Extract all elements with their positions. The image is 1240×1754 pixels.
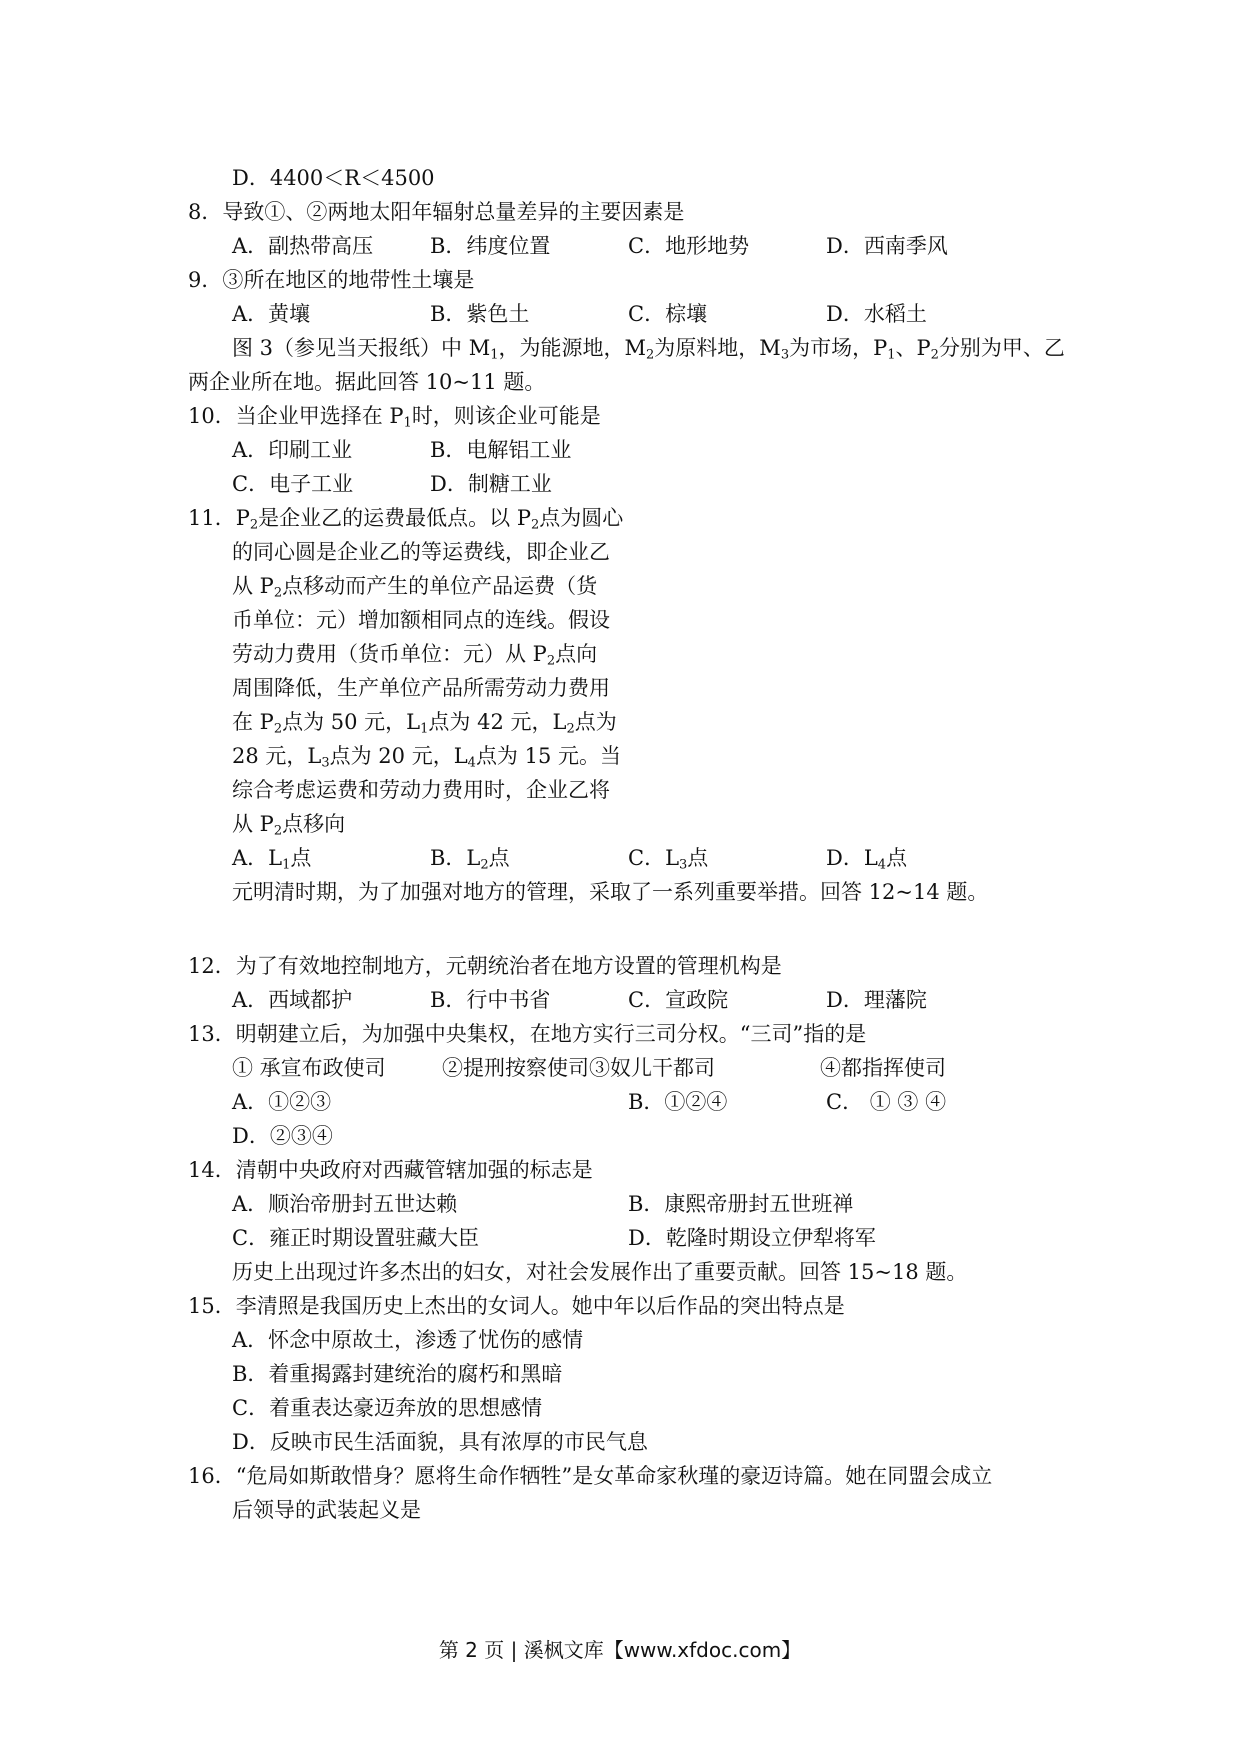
q9-option-a: A．黄壤 [232,302,311,326]
q9-option-b: B．紫色土 [430,302,530,326]
q15-option-c: C．着重表达豪迈奔放的思想感情 [232,1396,543,1420]
q11-option-c: C．$L_3$点 [628,846,709,873]
q10-option-c: C．电子工业 [232,472,354,496]
q8-option-a: A．副热带高压 [232,234,374,258]
page-footer: 第 2 页 | 溪枫文库【www.xfdoc.com】 [438,1638,802,1662]
q15-option-d: D．反映市民生活面貌，具有浓厚的市民气息 [232,1430,648,1454]
q11-line8: 28 元，$L_3$点为 20 元，$L_4$点为 15 元。当 [232,744,622,771]
q12-stem: 12．为了有效地控制地方，元朝统治者在地方设置的管理机构是 [188,954,782,978]
q12-option-b: B．行中书省 [430,988,551,1012]
q8-option-b: B．纬度位置 [430,234,551,258]
q8-stem: 8．导致①、②两地太阳年辐射总量差异的主要因素是 [188,200,685,224]
q13-option-b: B．①②④ [628,1090,728,1114]
q11-line1: 11．$P_2$是企业乙的运费最低点。以 $P_2$点为圆心 [188,506,624,533]
q12-option-d: D．理藩院 [826,988,927,1012]
q13-option-d: D．②③④ [232,1124,333,1148]
q11-line5: 劳动力费用（货币单位：元）从 $P_2$点向 [232,642,598,669]
q11-line6: 周围降低，生产单位产品所需劳动力费用 [232,676,610,700]
q11-line9: 综合考虑运费和劳动力费用时，企业乙将 [232,778,610,802]
q16-line1: 16．“危局如斯敢惜身？愿将生命作牺牲”是女革命家秋瑾的豪迈诗篇。她在同盟会成立 [188,1464,993,1488]
intro-12-14: 元明清时期，为了加强对地方的管理，采取了一系列重要举措。回答 12~14 题。 [232,880,989,904]
intro-15-18: 历史上出现过许多杰出的妇女，对社会发展作出了重要贡献。回答 15~18 题。 [232,1260,968,1284]
q13-option-a: A．①②③ [232,1090,332,1114]
q11-line4: 币单位：元）增加额相同点的连线。假设 [232,608,610,632]
q15-stem: 15．李清照是我国历史上杰出的女词人。她中年以后作品的突出特点是 [188,1294,845,1318]
q13-option-c: C． ① ③ ④ [826,1090,947,1114]
q9-option-c: C．棕壤 [628,302,708,326]
q14-option-d: D．乾隆时期设立伊犁将军 [628,1226,876,1250]
q8-option-d: D．西南季风 [826,234,948,258]
q14-stem: 14．清朝中央政府对西藏管辖加强的标志是 [188,1158,593,1182]
intro-10-11-line1: 图 3（参见当天报纸）中 $M_1$，为能源地，$M_2$为原料地，$M_3$为市场，$P_1$、$P_2$分别为甲、乙 [232,336,1065,363]
q7-option-d: D．4400＜R＜4500 [232,166,435,190]
q11-option-a: A．$L_1$点 [232,846,312,873]
q11-option-b: B．$L_2$点 [430,846,510,873]
q10-option-b: B．电解铝工业 [430,438,572,462]
q13-item-2-3: ②提刑按察使司③奴儿干都司 [442,1056,715,1080]
q14-option-a: A．顺治帝册封五世达赖 [232,1192,458,1216]
q8-option-c: C．地形地势 [628,234,750,258]
intro-10-11-line2: 两企业所在地。据此回答 10~11 题。 [188,370,546,394]
q16-line2: 后领导的武装起义是 [232,1498,421,1522]
q14-option-c: C．雍正时期设置驻藏大臣 [232,1226,480,1250]
q10-stem: 10．当企业甲选择在 $P_1$时，则该企业可能是 [188,404,601,431]
q9-stem: 9．③所在地区的地带性土壤是 [188,268,475,292]
q13-item-4: ④都指挥使司 [820,1056,946,1080]
q10-option-d: D．制糖工业 [430,472,552,496]
q10-option-a: A．印刷工业 [232,438,353,462]
q13-item-1: ① 承宣布政使司 [232,1056,386,1080]
q9-option-d: D．水稻土 [826,302,927,326]
q11-line7: 在 $P_2$点为 50 元，$L_1$点为 42 元，$L_2$点为 [232,710,617,737]
q12-option-c: C．宣政院 [628,988,729,1012]
q11-line3: 从 $P_2$点移动而产生的单位产品运费（货 [232,574,598,601]
q11-line2: 的同心圆是企业乙的等运费线，即企业乙 [232,540,610,564]
q15-option-b: B．着重揭露封建统治的腐朽和黑暗 [232,1362,563,1386]
q11-line10: 从 $P_2$点移向 [232,812,346,839]
q15-option-a: A．怀念中原故土，渗透了忧伤的感情 [232,1328,584,1352]
q12-option-a: A．西域都护 [232,988,353,1012]
q14-option-b: B．康熙帝册封五世班禅 [628,1192,854,1216]
q11-option-d: D．$L_4$点 [826,846,908,873]
q13-stem: 13．明朝建立后，为加强中央集权，在地方实行三司分权。“三司”指的是 [188,1022,867,1046]
